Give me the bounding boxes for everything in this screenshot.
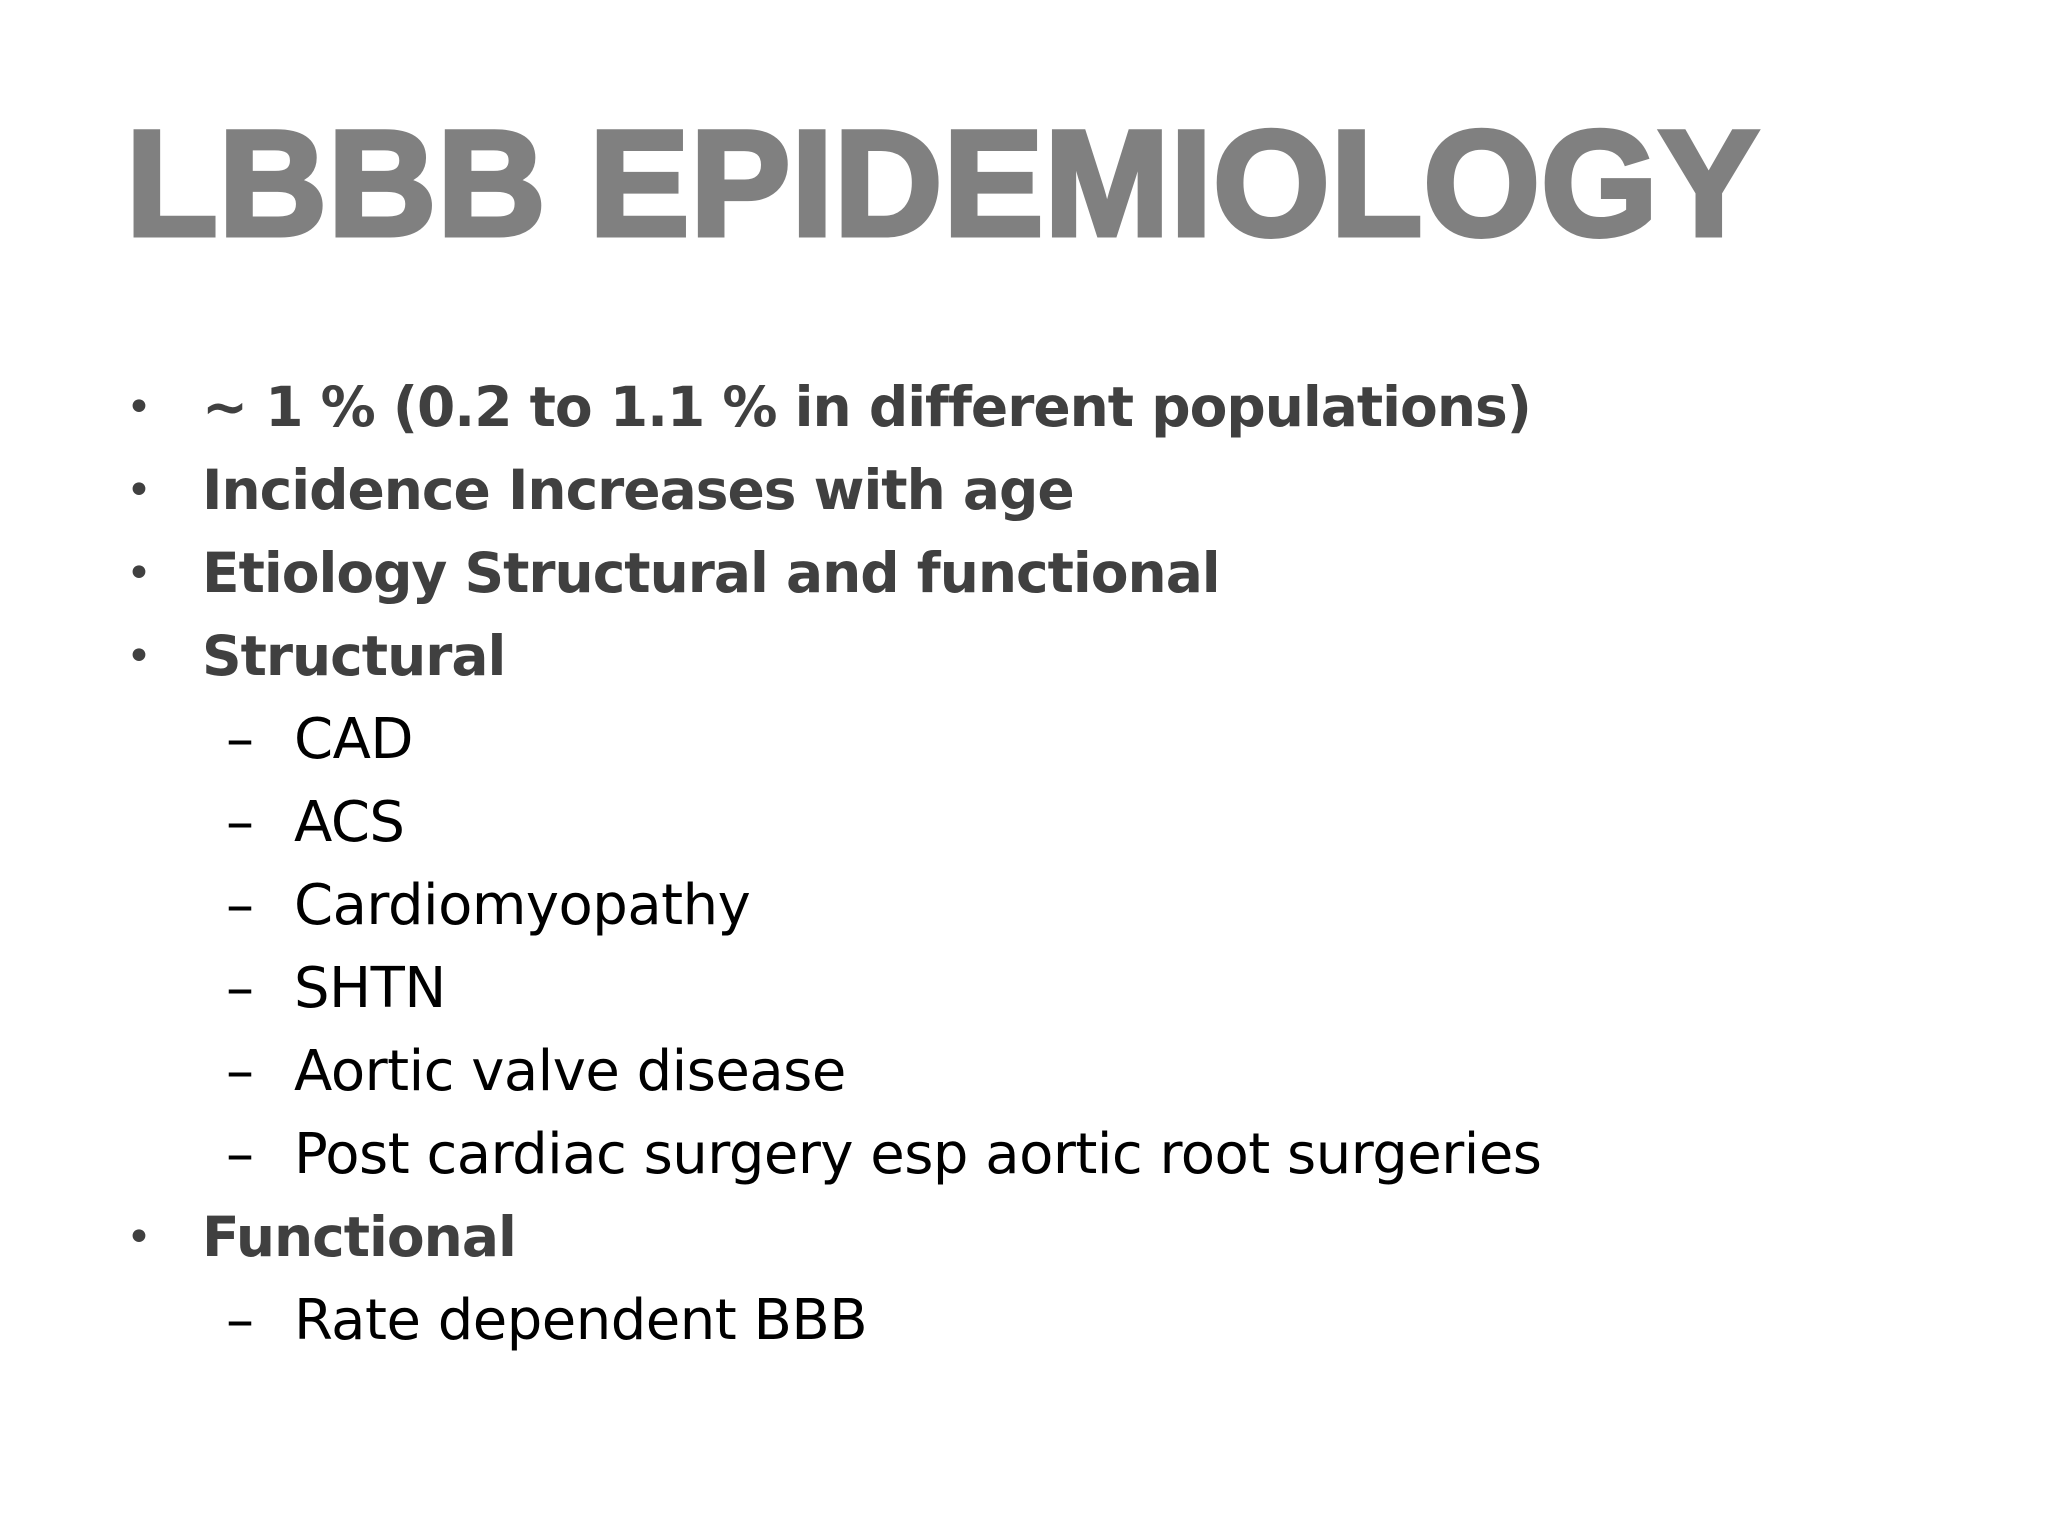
sub-bullet-marker: –	[226, 1288, 254, 1353]
bullet-item-etiology	[126, 532, 2006, 615]
sub-bullet-text: CAD	[294, 707, 414, 772]
sub-bullet-marker: –	[226, 1122, 254, 1187]
sub-bullet-item-cad	[126, 698, 2006, 781]
bullet-list	[126, 366, 2006, 1362]
sub-bullet-text: Post cardiac surgery esp aortic root surgeries	[294, 1122, 1542, 1187]
sub-bullet-item-shtn	[126, 947, 2006, 1030]
sub-bullet-item-aortic-valve	[126, 1030, 2006, 1113]
sub-bullet-marker: –	[226, 956, 254, 1021]
sub-bullet-marker: –	[226, 707, 254, 772]
slide-title: LBBB EPIDEMIOLOGY	[126, 99, 1760, 267]
bullet-text: ~ 1 % (0.2 to 1.1 % in different populations)	[202, 375, 1531, 439]
bullet-text: Structural	[202, 624, 506, 688]
bullet-marker: •	[126, 631, 152, 682]
bullet-item-functional	[126, 1196, 2006, 1279]
sub-bullet-text: Rate dependent BBB	[294, 1288, 868, 1353]
bullet-item-structural	[126, 615, 2006, 698]
sub-bullet-item-cardiomyopathy	[126, 864, 2006, 947]
sub-bullet-text: SHTN	[294, 956, 446, 1021]
bullet-item-prevalence	[126, 366, 2006, 449]
sub-bullet-item-acs	[126, 781, 2006, 864]
bullet-text: Functional	[202, 1205, 516, 1269]
sub-bullet-marker: –	[226, 873, 254, 938]
bullet-marker: •	[126, 1212, 152, 1263]
sub-bullet-marker: –	[226, 1039, 254, 1104]
bullet-marker: •	[126, 548, 152, 599]
sub-bullet-text: Cardiomyopathy	[294, 873, 751, 938]
sub-bullet-text: Aortic valve disease	[294, 1039, 846, 1104]
bullet-item-incidence	[126, 449, 2006, 532]
bullet-text: Etiology Structural and functional	[202, 541, 1220, 605]
bullet-marker: •	[126, 382, 152, 433]
sub-bullet-item-rate-dependent	[126, 1279, 2006, 1362]
sub-bullet-marker: –	[226, 790, 254, 855]
sub-bullet-text: ACS	[294, 790, 405, 855]
bullet-text: Incidence Increases with age	[202, 458, 1074, 522]
bullet-marker: •	[126, 465, 152, 516]
sub-bullet-item-post-surgery	[126, 1113, 2006, 1196]
